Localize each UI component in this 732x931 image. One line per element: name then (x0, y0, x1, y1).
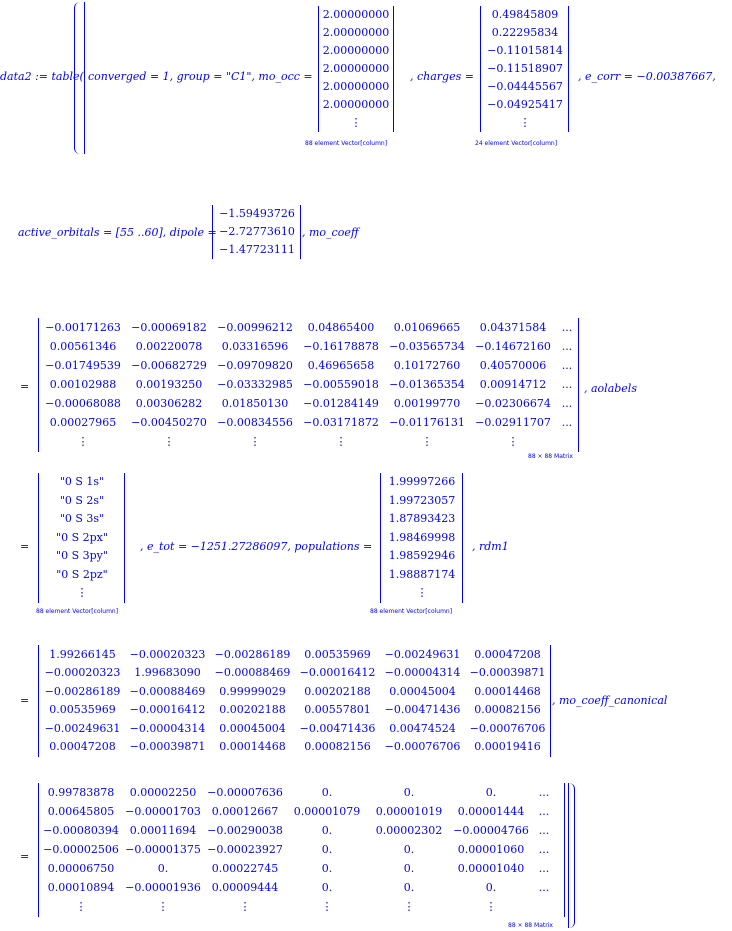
charges-right-bracket (568, 6, 569, 132)
matrix-cell: 1.99683090 (134, 666, 201, 680)
matrix-cell: 0. (321, 786, 333, 799)
populations-vector (384, 473, 460, 603)
matrix-row (40, 701, 550, 720)
vector-entry: 1.87893423 (388, 512, 456, 525)
matrix-cell: 0.00027965 (49, 416, 117, 429)
matrix-cell: ... (561, 321, 573, 334)
matrix-cell: −0.00290038 (207, 824, 283, 837)
mo-occ-vector (320, 6, 392, 132)
matrix-cell: ... (538, 786, 550, 799)
matrix-cell: −0.00002506 (43, 843, 119, 856)
matrix-cell: −0.00020323 (129, 647, 206, 661)
matrix-cell: ... (561, 416, 573, 429)
rdm1-label: , rdm1 (472, 540, 509, 553)
vector-entry: "0 S 3py" (56, 549, 108, 562)
matrix-cell: 0.00009444 (211, 881, 279, 894)
matrix-cell: −0.01365354 (389, 378, 465, 391)
matrix-cell: 0.00082156 (304, 740, 371, 754)
matrix-row (40, 432, 578, 451)
vector-entry: 0.49845809 (491, 8, 559, 21)
populations-left-bracket (380, 473, 381, 603)
matrix-cell: 0.00102988 (49, 378, 117, 391)
charges-caption: 24 element Vector[column] (475, 140, 558, 147)
matrix-cell: −0.00559018 (303, 378, 379, 391)
matrix-row (40, 738, 550, 757)
matrix-cell: 0.00002250 (129, 786, 197, 799)
matrix-row (40, 821, 556, 840)
matrix-cell: −0.00069182 (131, 321, 207, 334)
matrix-cell: −0.00004314 (129, 721, 206, 735)
matrix-cell: 0. (403, 843, 415, 856)
matrix-row (40, 802, 556, 821)
rdm1-left-bracket (38, 645, 39, 757)
matrix-cell: 0.00220078 (135, 340, 203, 353)
matrix-cell: −0.09709820 (217, 359, 293, 372)
vector-entry: −1.59493726 (219, 207, 295, 220)
vector-entry: 2.00000000 (322, 26, 390, 39)
matrix-cell: −0.00076706 (384, 740, 461, 754)
matrix-cell: −0.00023927 (207, 843, 283, 856)
populations-right-bracket (462, 473, 463, 603)
vector-entry: 1.99997266 (388, 475, 456, 488)
matrix-cell: 0.03316596 (221, 340, 289, 353)
matrix-cell: 0.00645805 (47, 805, 115, 818)
matrix-cell: 0.00001040 (457, 862, 525, 875)
matrix-row (40, 356, 578, 375)
mo-coeff-canonical-label: , mo_coeff_canonical (552, 694, 668, 707)
matrix-cell: 0. (321, 843, 333, 856)
matrix-cell: 0.00001079 (293, 805, 361, 818)
canonical-caption: 88 × 88 Matrix (508, 922, 553, 929)
matrix-cell: −0.01284149 (303, 397, 379, 410)
rdm1-right-bracket (550, 645, 551, 757)
matrix-row (40, 719, 550, 738)
charges-left-bracket (480, 6, 481, 132)
matrix-cell: 0. (403, 786, 415, 799)
matrix-cell: ... (561, 359, 573, 372)
converged-group-text: converged = 1, group = "C1", mo_occ = (88, 70, 313, 83)
dipole-left-bracket (212, 205, 213, 259)
charges-vector (484, 6, 566, 132)
matrix-cell: ⋮ (403, 900, 415, 913)
matrix-cell: 0.00193250 (135, 378, 203, 391)
equals-sign-1: = (20, 380, 30, 393)
dipole-right-bracket (300, 205, 301, 259)
matrix-cell: 0. (485, 881, 497, 894)
matrix-row (40, 413, 578, 432)
matrix-cell: ... (561, 397, 573, 410)
dipole-vector (216, 205, 298, 259)
matrix-cell: 0.00006750 (47, 862, 115, 875)
aolabels-left-bracket (38, 473, 39, 603)
matrix-cell: −0.00088469 (129, 684, 206, 698)
matrix-cell: 0. (403, 862, 415, 875)
matrix-row (40, 664, 550, 683)
matrix-cell: −0.00001703 (125, 805, 201, 818)
matrix-cell: 0.00914712 (479, 378, 547, 391)
vector-entry: ⋮ (76, 586, 88, 599)
matrix-cell: 0. (321, 862, 333, 875)
matrix-row (40, 337, 578, 356)
canonical-matrix (40, 783, 556, 916)
mo-occ-left-bracket (318, 6, 319, 132)
vector-entry: 1.98469998 (388, 530, 456, 544)
matrix-cell: −0.00682729 (131, 359, 207, 372)
matrix-cell: 0.00045004 (219, 721, 286, 735)
matrix-cell: −0.01176131 (389, 416, 465, 429)
matrix-cell: ⋮ (163, 435, 175, 448)
matrix-cell: 0. (485, 786, 497, 799)
mo-coeff-caption: 88 × 88 Matrix (528, 453, 573, 460)
matrix-cell: 1.99266145 (49, 647, 116, 661)
matrix-cell: ... (538, 805, 550, 818)
vector-entry: 1.99723057 (388, 493, 456, 507)
matrix-cell: −0.00249631 (44, 721, 121, 735)
matrix-cell: ⋮ (507, 435, 519, 448)
matrix-cell: 0.00557801 (304, 703, 371, 717)
matrix-cell: ... (538, 881, 550, 894)
vector-entry: "0 S 2pz" (56, 567, 108, 581)
vector-entry: ⋮ (416, 586, 428, 599)
equals-sign-2: = (20, 540, 30, 553)
vector-entry: 2.00000000 (322, 44, 390, 57)
matrix-cell: −0.00004766 (453, 824, 529, 837)
matrix-cell: ... (538, 824, 550, 837)
table-open-bar (84, 2, 85, 154)
data2-assignment: data2 := table( (0, 70, 84, 83)
matrix-cell: −0.00001936 (125, 881, 201, 894)
matrix-cell: ⋮ (485, 900, 497, 913)
matrix-cell: 0.01850130 (221, 397, 289, 410)
matrix-cell: 0.00012667 (211, 805, 279, 818)
matrix-cell: 0.00022745 (211, 862, 279, 875)
vector-entry: 2.00000000 (322, 62, 390, 75)
populations-caption: 88 element Vector[column] (370, 608, 453, 615)
matrix-cell: 0.00045004 (389, 684, 456, 698)
matrix-cell: 0.00014468 (219, 740, 286, 754)
vector-entry: "0 S 1s" (59, 475, 105, 488)
equals-sign-3: = (20, 694, 30, 707)
matrix-cell: 0.40570006 (479, 359, 547, 372)
matrix-cell: ... (538, 862, 550, 875)
equals-sign-4: = (20, 850, 30, 863)
vector-entry: −0.04445567 (487, 80, 563, 93)
table-close-paren (568, 783, 575, 928)
matrix-cell: ⋮ (335, 435, 347, 448)
vector-entry: −0.11518907 (487, 62, 563, 75)
charges-label: , charges = (410, 70, 474, 83)
vector-entry: "0 S 2s" (59, 493, 105, 507)
matrix-row (40, 394, 578, 413)
matrix-cell: 0.00474524 (389, 721, 456, 735)
matrix-row (40, 783, 556, 802)
matrix-cell: 0.00019416 (474, 740, 541, 754)
matrix-cell: 0.00047208 (474, 647, 541, 661)
matrix-cell: 0. (321, 881, 333, 894)
e-tot-populations-text: , e_tot = −1251.27286097, populations = (140, 540, 373, 553)
mo-occ-right-bracket (393, 6, 394, 132)
vector-entry: "0 S 3s" (59, 512, 105, 525)
matrix-cell: −0.00088469 (214, 666, 291, 680)
mo-coeff-matrix (40, 318, 578, 451)
matrix-cell: 0.00002302 (375, 824, 443, 837)
matrix-cell: ⋮ (239, 900, 251, 913)
matrix-cell: 0.00001019 (375, 805, 443, 818)
matrix-cell: 0.10172760 (393, 359, 461, 372)
matrix-cell: −0.00834556 (217, 416, 293, 429)
aolabels-right-bracket (124, 473, 125, 603)
matrix-row (40, 878, 556, 897)
vector-entry: 2.00000000 (322, 98, 390, 111)
matrix-cell: −0.00004314 (384, 666, 461, 680)
matrix-cell: −0.02911707 (475, 416, 551, 429)
matrix-cell: 0.01069665 (393, 321, 461, 334)
matrix-cell: −0.03565734 (389, 340, 465, 353)
matrix-cell: ⋮ (77, 435, 89, 448)
mo-coeff-label: , mo_coeff (302, 226, 359, 239)
aolabels-vector (42, 473, 122, 603)
vector-entry: −1.47723111 (219, 243, 295, 256)
matrix-cell: −0.00080394 (43, 824, 119, 837)
aolabels-caption: 88 element Vector[column] (36, 608, 119, 615)
canonical-right-bracket (564, 783, 565, 917)
matrix-row (40, 645, 550, 664)
vector-entry: −2.72773610 (219, 225, 295, 238)
active-orbitals-text: active_orbitals = [55 ..60], dipole = (18, 226, 217, 239)
matrix-row (40, 318, 578, 337)
matrix-cell: −0.02306674 (475, 397, 551, 410)
matrix-row (40, 375, 578, 394)
matrix-cell: 0. (403, 881, 415, 894)
matrix-cell: ⋮ (249, 435, 261, 448)
matrix-cell: 0.00082156 (474, 703, 541, 717)
matrix-cell: ⋮ (421, 435, 433, 448)
vector-entry: 2.00000000 (322, 8, 390, 21)
matrix-cell: −0.00996212 (217, 321, 293, 334)
aolabels-label: , aolabels (584, 382, 637, 395)
matrix-cell: 0.00010894 (47, 881, 115, 894)
matrix-cell: −0.00471436 (384, 703, 461, 717)
matrix-cell: −0.00171263 (45, 321, 121, 334)
matrix-cell: −0.03332985 (217, 378, 293, 391)
matrix-cell: ... (561, 378, 573, 391)
matrix-cell: 0.99999029 (219, 684, 286, 698)
matrix-cell: 0.04371584 (479, 321, 547, 334)
matrix-cell: −0.00076706 (469, 721, 546, 735)
matrix-cell: 0.00047208 (49, 740, 116, 754)
matrix-cell: −0.00020323 (44, 666, 121, 680)
matrix-cell: 0.00001444 (457, 805, 525, 818)
vector-entry: "0 S 2px" (56, 530, 108, 544)
matrix-cell: −0.00039871 (129, 740, 206, 754)
matrix-row (40, 859, 556, 878)
matrix-row (40, 682, 550, 701)
matrix-cell: −0.00039871 (469, 666, 546, 680)
matrix-cell: ⋮ (321, 900, 333, 913)
matrix-cell: −0.00471436 (299, 721, 376, 735)
matrix-cell: 0.00011694 (129, 824, 197, 837)
matrix-cell: 0.00306282 (135, 397, 203, 410)
matrix-cell: −0.00249631 (384, 647, 461, 661)
vector-entry: ⋮ (350, 116, 362, 129)
vector-entry: 1.98592946 (388, 549, 456, 562)
vector-entry: 2.00000000 (322, 80, 390, 93)
matrix-cell: −0.00016412 (129, 703, 206, 717)
matrix-row (40, 897, 556, 916)
matrix-cell: ⋮ (157, 900, 169, 913)
matrix-cell: 0.00199770 (393, 397, 461, 410)
matrix-cell: −0.16178878 (303, 340, 379, 353)
matrix-cell: −0.03171872 (303, 416, 379, 429)
matrix-cell: 0.04865400 (307, 321, 375, 334)
vector-entry: −0.11015814 (487, 44, 563, 57)
matrix-cell: 0.00001060 (457, 843, 525, 856)
matrix-cell: −0.01749539 (45, 359, 121, 372)
mo-coeff-right-bracket (578, 318, 579, 452)
matrix-cell: −0.00001375 (125, 843, 201, 856)
matrix-cell: −0.00016412 (299, 666, 376, 680)
vector-entry: −0.04925417 (487, 98, 563, 111)
table-open-paren (74, 2, 81, 154)
matrix-cell: 0. (157, 862, 169, 875)
matrix-cell: 0.00202188 (219, 703, 286, 717)
matrix-cell: 0.99783878 (47, 786, 115, 799)
vector-entry: ⋮ (519, 116, 531, 129)
matrix-cell: 0.00535969 (304, 647, 371, 661)
vector-entry: 0.22295834 (491, 26, 559, 39)
e-corr-text: , e_corr = −0.00387667, (578, 70, 716, 83)
matrix-cell: −0.00068088 (45, 397, 121, 410)
matrix-cell: −0.00450270 (131, 416, 207, 429)
matrix-cell: −0.14672160 (475, 340, 551, 353)
matrix-cell: 0.00561346 (49, 340, 117, 353)
matrix-cell: ... (561, 340, 573, 353)
matrix-cell: 0.00202188 (304, 684, 371, 698)
matrix-row (40, 840, 556, 859)
matrix-cell: 0.46965658 (307, 359, 375, 372)
matrix-cell: 0.00535969 (49, 703, 116, 717)
matrix-cell: −0.00286189 (44, 684, 121, 698)
matrix-cell: 0. (321, 824, 333, 837)
vector-entry: 1.98887174 (388, 567, 456, 581)
matrix-cell: ... (538, 843, 550, 856)
matrix-cell: −0.00007636 (207, 786, 283, 799)
mo-occ-caption: 88 element Vector[column] (305, 140, 388, 147)
matrix-cell: ⋮ (75, 900, 87, 913)
matrix-cell: −0.00286189 (214, 647, 291, 661)
canonical-left-bracket (38, 783, 39, 917)
rdm1-matrix (40, 645, 550, 756)
mo-coeff-left-bracket (38, 318, 39, 452)
matrix-cell: 0.00014468 (474, 684, 541, 698)
